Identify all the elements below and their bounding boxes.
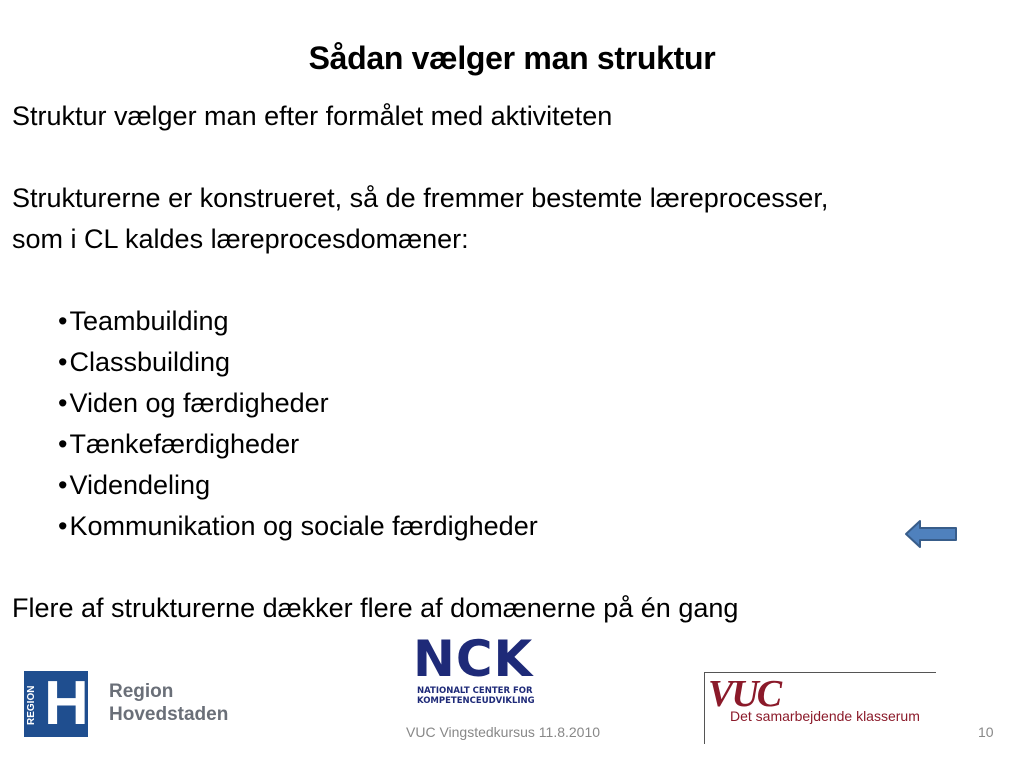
domain-list <box>12 301 1012 547</box>
region-logo-mark <box>24 671 88 737</box>
slide-title: Sådan vælger man struktur <box>308 40 716 76</box>
region-text-line1: Region <box>109 681 174 702</box>
structures-line-1: Strukturerne er konstrueret, så de fremmer bestemte læreprocesser, <box>12 183 829 213</box>
page-number: 10 <box>978 724 994 740</box>
list-item: • Kommunikation og sociale færdigheder <box>58 506 1012 547</box>
left-arrow-icon[interactable] <box>904 519 960 549</box>
nck-subtitle-line1: NATIONALT CENTER FOR <box>417 686 533 696</box>
vuc-wordmark: VUC <box>708 673 781 715</box>
intro-line: Struktur vælger man efter formålet med aktiviteten <box>12 101 613 131</box>
list-item: • Tænkefærdigheder <box>58 424 1012 465</box>
list-item: • Viden og færdigheder <box>58 383 1012 424</box>
list-item: • Videndeling <box>58 465 1012 506</box>
nck-wordmark: NCK <box>413 630 534 688</box>
nck-subtitle <box>417 686 535 706</box>
slide-body <box>12 96 1012 629</box>
list-item: • Teambuilding <box>58 301 1012 342</box>
nck-subtitle-line2: KOMPETENCEUDVIKLING <box>417 696 535 706</box>
region-h-letter: H <box>44 669 89 738</box>
region-hovedstaden-logo <box>24 671 244 741</box>
closing-line: Flere af strukturerne dækker flere af domænerne på én gang <box>12 593 739 623</box>
region-text-line2: Hovedstaden <box>109 704 229 725</box>
vuc-tagline: Det samarbejdende klasserum <box>730 708 920 724</box>
structures-line-2: som i CL kaldes læreprocesdomæner: <box>12 224 469 254</box>
list-item: • Classbuilding <box>58 342 1012 383</box>
nck-logo <box>413 632 537 714</box>
footer-caption: VUC Vingstedkursus 11.8.2010 <box>406 724 601 740</box>
region-vertical-text: REGION <box>26 685 37 725</box>
vuc-logo <box>704 672 936 744</box>
